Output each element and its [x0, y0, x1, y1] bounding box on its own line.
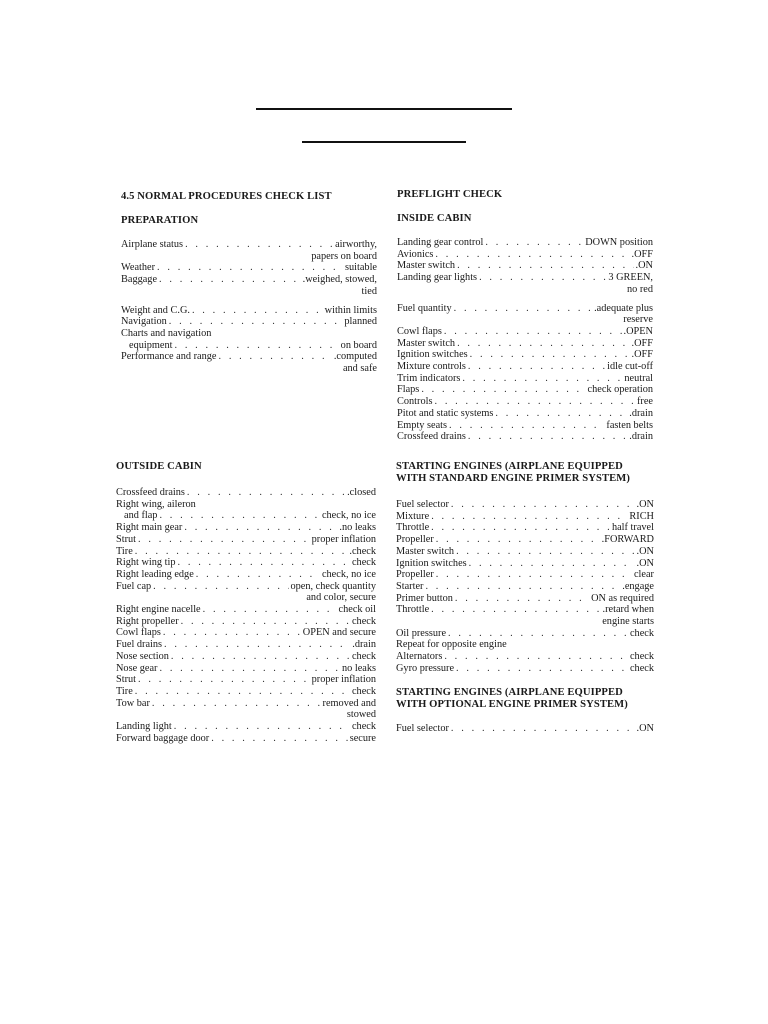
- column-outside-cabin: [116, 461, 376, 744]
- checklist-continuation: engine starts: [602, 616, 654, 628]
- checklist-item-action: .drain: [629, 407, 653, 419]
- checklist-item-action: .weighed, stowed,: [302, 274, 377, 286]
- checklist-row: [397, 373, 653, 385]
- checklist-row: [121, 340, 377, 352]
- checklist-row: [396, 534, 654, 546]
- checklist-item-action: check: [351, 721, 376, 733]
- checklist-item-action: .adequate plus: [594, 302, 653, 314]
- checklist-item-action: half travel: [611, 522, 654, 534]
- leader-dots: [469, 558, 635, 570]
- checklist-item-action: clear: [633, 569, 654, 581]
- checklist-item-label: Right engine nacelle: [116, 604, 201, 616]
- spacer: [397, 296, 653, 303]
- spacer: [397, 225, 653, 237]
- checklist-item-action: .drain: [629, 431, 653, 443]
- checklist-item-label: and flap: [124, 510, 158, 522]
- checklist-item-label: Primer button: [396, 592, 453, 604]
- checklist-item-action: free: [637, 396, 653, 408]
- checklist-row: [121, 305, 377, 317]
- checklist-item-label: Right wing tip: [116, 557, 176, 569]
- spacer: [121, 227, 377, 239]
- checklist-item-label: Crossfeed drains: [116, 487, 185, 498]
- second-rule: [302, 141, 466, 143]
- spacer: [396, 675, 654, 687]
- checklist-item-action: check: [629, 651, 654, 663]
- checklist-item-label: Landing gear control: [397, 237, 484, 248]
- checklist-item-label: Right leading edge: [116, 568, 194, 580]
- leader-dots: [135, 686, 350, 698]
- checklist-item-label: Navigation: [121, 316, 167, 328]
- leader-dots: [444, 651, 628, 663]
- leader-dots: [138, 534, 310, 546]
- checklist-item-action: check oil: [338, 604, 376, 616]
- leader-dots: [434, 396, 635, 408]
- section-heading: STARTING ENGINES (AIRPLANE EQUIPPED: [396, 461, 623, 472]
- leader-dots: [468, 361, 605, 373]
- checklist-row: [116, 546, 376, 558]
- checklist-item-label: Nose section: [116, 650, 169, 662]
- checklist-row: [116, 721, 376, 733]
- checklist-item-label: Controls: [397, 396, 433, 408]
- checklist-item-action: check operation: [587, 384, 653, 396]
- checklist-item-label: Master switch: [396, 545, 455, 557]
- checklist-row: [121, 239, 377, 251]
- leader-dots: [185, 239, 333, 251]
- checklist-item-action: check: [351, 615, 376, 627]
- leader-dots: [178, 557, 350, 569]
- checklist-item-label: Gyro pressure: [396, 662, 455, 674]
- checklist-row: [116, 604, 376, 616]
- checklist-item-label: Tire: [116, 545, 133, 557]
- leader-dots: [211, 733, 347, 745]
- leader-dots: [470, 349, 630, 361]
- checklist-item-action: .engage: [622, 580, 654, 592]
- checklist-item-label: Performance and range: [121, 351, 217, 363]
- top-rule: [256, 108, 512, 110]
- checklist-row: [116, 651, 376, 663]
- checklist-item-action: .ON: [636, 499, 654, 510]
- checklist-item-action: suitable: [344, 262, 377, 274]
- spacer: [396, 485, 654, 499]
- checklist-row: [396, 581, 654, 593]
- checklist-item-label: Throttle: [396, 604, 430, 616]
- checklist-item-label: Landing light: [116, 721, 172, 733]
- checklist-continuation: papers on board: [311, 250, 377, 262]
- leader-dots: [163, 627, 301, 639]
- checklist-row: [397, 338, 653, 350]
- leader-dots: [444, 326, 622, 338]
- leader-dots: [153, 581, 288, 593]
- checklist-item-action: check: [351, 650, 376, 662]
- checklist-item-action: idle cut-off: [607, 361, 653, 373]
- checklist-item-action: check, no ice: [321, 510, 376, 522]
- checklist-item-action: proper inflation: [311, 533, 376, 545]
- checklist-row: [121, 351, 377, 363]
- checklist-row: [116, 557, 376, 569]
- checklist-item-action: check, no ice: [321, 568, 376, 580]
- checklist-row: [116, 534, 376, 546]
- checklist-row: [396, 723, 654, 735]
- checklist-item-action: removed and: [322, 697, 376, 709]
- section-heading: PREFLIGHT CHECK: [397, 189, 503, 200]
- leader-dots: [451, 499, 635, 511]
- leader-dots: [462, 373, 622, 385]
- leader-dots: [169, 316, 343, 328]
- checklist-item-label: Fuel drains: [116, 639, 163, 651]
- leader-dots: [455, 593, 589, 605]
- checklist-item-action: .ON: [636, 557, 654, 569]
- checklist-item-label: Oil pressure: [396, 627, 447, 639]
- leader-dots: [468, 431, 627, 443]
- checklist-item-label: Cowl flaps: [397, 325, 442, 337]
- checklist-row: [116, 733, 376, 745]
- checklist-item-label: Mixture: [396, 510, 430, 522]
- checklist-row: [397, 420, 653, 432]
- checklist-item-label: Nose gear: [116, 662, 158, 674]
- checklist-continuation: and safe: [342, 363, 377, 375]
- leader-dots: [454, 303, 592, 315]
- checklist-item-label: Alternators: [396, 651, 443, 663]
- checklist-item-action: airworthy,: [335, 239, 377, 250]
- section-heading: 4.5 NORMAL PROCEDURES CHECK LIST: [121, 191, 332, 202]
- spacer: [396, 711, 654, 723]
- checklist-item-action: .OFF: [631, 337, 653, 349]
- checklist-continuation: tied: [361, 285, 377, 297]
- checklist-row: [116, 581, 376, 593]
- checklist-item-action: .OPEN: [623, 325, 653, 337]
- checklist-item-label: Weight and C.G.: [121, 304, 190, 316]
- leader-dots: [421, 384, 585, 396]
- leader-dots: [135, 546, 348, 558]
- leader-dots: [495, 408, 627, 420]
- checklist-item-action: .OFF: [631, 248, 653, 260]
- checklist-item-label: Master switch: [397, 337, 456, 349]
- checklist-row: [116, 510, 376, 522]
- checklist-item-label: Flaps: [397, 384, 420, 396]
- checklist-row: [397, 237, 653, 249]
- checklist-item-label: Crossfeed drains: [397, 431, 466, 443]
- leader-dots: [164, 639, 350, 651]
- leader-dots: [448, 628, 628, 640]
- checklist-row: [116, 663, 376, 675]
- leader-dots: [456, 546, 634, 558]
- leader-dots: [138, 674, 310, 686]
- checklist-item-action: no leaks: [341, 662, 376, 674]
- checklist-item-label: Master switch: [397, 260, 456, 272]
- checklist-item-label: Empty seats: [397, 419, 448, 431]
- leader-dots: [436, 569, 632, 581]
- leader-dots: [174, 340, 338, 352]
- leader-dots: [436, 534, 600, 546]
- checklist-item-label: Starter: [396, 580, 424, 592]
- column-preparation: [121, 191, 377, 375]
- leader-dots: [181, 616, 350, 628]
- checklist-row: [121, 316, 377, 328]
- checklist-continuation: no red: [626, 283, 653, 295]
- checklist-item-label: Charts and navigation: [121, 327, 212, 339]
- leader-dots: [435, 249, 629, 261]
- checklist-item-label: Propeller: [396, 569, 434, 581]
- checklist-row: [396, 651, 654, 663]
- checklist-item-action: check: [629, 627, 654, 639]
- checklist-item-action: .FORWARD: [601, 534, 654, 546]
- checklist-row: [116, 627, 376, 639]
- checklist-item-action: .OFF: [631, 349, 653, 361]
- checklist-item-label: Right wing, aileron: [116, 498, 196, 510]
- checklist-item-label: Airplane status: [121, 239, 184, 250]
- leader-dots: [159, 663, 340, 675]
- checklist-item-label: Fuel quantity: [397, 302, 452, 314]
- checklist-continuation: stowed: [346, 709, 376, 721]
- leader-dots: [187, 487, 345, 499]
- checklist-row: [116, 569, 376, 581]
- checklist-item-label: Throttle: [396, 522, 430, 534]
- checklist-row: [116, 686, 376, 698]
- checklist-item-label: Baggage: [121, 274, 158, 286]
- checklist-item-action: check: [629, 662, 654, 674]
- checklist-item-label: Tow bar: [116, 697, 150, 709]
- checklist-item-action: proper inflation: [311, 674, 376, 686]
- leader-dots: [157, 262, 343, 274]
- checklist-item-action: .ON: [636, 545, 654, 557]
- checklist-item-label: Tire: [116, 685, 133, 697]
- checklist-item-label: Cowl flaps: [116, 627, 161, 639]
- leader-dots: [218, 351, 331, 363]
- checklist-item-action: on board: [340, 339, 377, 351]
- checklist-item-action: neutral: [624, 372, 653, 384]
- checklist-row: [121, 274, 377, 286]
- checklist-item-label: Pitot and static systems: [397, 407, 494, 419]
- checklist-row: [396, 604, 654, 616]
- checklist-row: [397, 260, 653, 272]
- checklist-row: [396, 593, 654, 605]
- checklist-item-action: DOWN position: [585, 237, 653, 248]
- checklist-row: [397, 349, 653, 361]
- checklist-item-action: open, check quantity: [290, 580, 376, 592]
- checklist-item-action: .ON: [635, 260, 653, 272]
- spacer: [116, 473, 376, 487]
- checklist-row: [397, 408, 653, 420]
- leader-dots: [171, 651, 350, 663]
- leader-dots: [196, 569, 320, 581]
- spacer: [121, 298, 377, 305]
- checklist-item-label: Strut: [116, 533, 137, 545]
- checklist-item-label: Strut: [116, 674, 137, 686]
- checklist-row: [396, 663, 654, 675]
- checklist-item-action: RICH: [629, 510, 654, 522]
- checklist-item-action: .computed: [333, 351, 377, 363]
- checklist-item-action: check: [351, 557, 376, 569]
- leader-dots: [485, 237, 583, 249]
- checklist-item-action: .drain: [352, 639, 376, 651]
- leader-dots: [456, 663, 628, 675]
- checklist-item-action: 3 GREEN,: [608, 272, 653, 284]
- checklist-row: [116, 487, 376, 499]
- checklist-continuation: reserve: [623, 314, 653, 326]
- leader-dots: [192, 305, 323, 317]
- section-heading: INSIDE CABIN: [397, 213, 472, 224]
- checklist-item-label: Weather: [121, 262, 156, 274]
- leader-dots: [184, 522, 337, 534]
- checklist-row: [396, 546, 654, 558]
- checklist-row: [397, 361, 653, 373]
- checklist-item-label: Avionics: [397, 248, 434, 260]
- checklist-item-label: Right main gear: [116, 522, 183, 534]
- leader-dots: [449, 420, 604, 432]
- leader-dots: [431, 511, 627, 523]
- leader-dots: [203, 604, 337, 616]
- checklist-item-label: Forward baggage door: [116, 732, 210, 744]
- checklist-row: [397, 249, 653, 261]
- checklist-row: [397, 396, 653, 408]
- checklist-item-label: Ignition switches: [396, 557, 467, 569]
- checklist-row: [396, 558, 654, 570]
- checklist-row: [397, 303, 653, 315]
- checklist-item-label: Fuel cap: [116, 580, 152, 592]
- checklist-item-action: fasten belts: [606, 419, 653, 431]
- checklist-continuation: and color, secure: [306, 592, 376, 604]
- checklist-item-label: Right propeller: [116, 615, 179, 627]
- checklist-row: [116, 674, 376, 686]
- checklist-row: [396, 522, 654, 534]
- checklist-item-action: planned: [344, 316, 377, 328]
- leader-dots: [457, 338, 629, 350]
- leader-dots: [425, 581, 620, 593]
- checklist-item-action: .ON: [636, 722, 654, 734]
- leader-dots: [152, 698, 321, 710]
- checklist-item-label: Landing gear lights: [397, 272, 478, 284]
- checklist-row: [116, 616, 376, 628]
- checklist-item-action: ON as required: [591, 592, 654, 604]
- checklist-row: [396, 511, 654, 523]
- checklist-item-action: within limits: [324, 304, 377, 316]
- section-heading: STARTING ENGINES (AIRPLANE EQUIPPED: [396, 686, 623, 698]
- checklist-item-action: .retard when: [602, 604, 654, 616]
- checklist-item-label: equipment: [129, 339, 173, 351]
- checklist-item-label: Trim indicators: [397, 372, 461, 384]
- checklist-row: [121, 262, 377, 274]
- checklist-row: [397, 326, 653, 338]
- spacer: [121, 203, 377, 215]
- leader-dots: [174, 721, 350, 733]
- section-heading: WITH OPTIONAL ENGINE PRIMER SYSTEM): [396, 698, 628, 710]
- checklist-item-label: Fuel selector: [396, 722, 449, 734]
- checklist-item-action: .closed: [347, 487, 376, 498]
- checklist-item-action: OPEN and secure: [302, 627, 376, 639]
- leader-dots: [431, 604, 600, 616]
- section-heading: PREPARATION: [121, 215, 199, 226]
- checklist-item-action: secure: [349, 732, 376, 744]
- column-starting-engines: [396, 461, 654, 734]
- checklist-row: [396, 628, 654, 640]
- leader-dots: [451, 723, 635, 735]
- checklist-row: [116, 698, 376, 710]
- leader-dots: [159, 274, 301, 286]
- leader-dots: [431, 522, 610, 534]
- section-heading: OUTSIDE CABIN: [116, 461, 202, 472]
- checklist-item-label: Propeller: [396, 534, 434, 546]
- checklist-item-label: Fuel selector: [396, 499, 449, 510]
- checklist-row: [396, 569, 654, 581]
- checklist-row: [116, 522, 376, 534]
- checklist-item-label: Repeat for opposite engine: [396, 639, 507, 651]
- checklist-row: [397, 384, 653, 396]
- leader-dots: [457, 260, 633, 272]
- checklist-row: [396, 499, 654, 511]
- spacer: [397, 201, 653, 213]
- checklist-row: [397, 431, 653, 443]
- checklist-item-label: Ignition switches: [397, 349, 468, 361]
- checklist-row: [397, 272, 653, 284]
- checklist-row: [116, 639, 376, 651]
- section-heading: WITH STANDARD ENGINE PRIMER SYSTEM): [396, 473, 631, 484]
- checklist-item-action: .no leaks: [339, 522, 376, 534]
- checklist-item-action: check: [351, 685, 376, 697]
- leader-dots: [479, 272, 606, 284]
- checklist-item-action: .check: [349, 545, 376, 557]
- checklist-item-label: Mixture controls: [397, 361, 466, 373]
- column-preflight-inside-cabin: [397, 189, 653, 443]
- leader-dots: [159, 510, 320, 522]
